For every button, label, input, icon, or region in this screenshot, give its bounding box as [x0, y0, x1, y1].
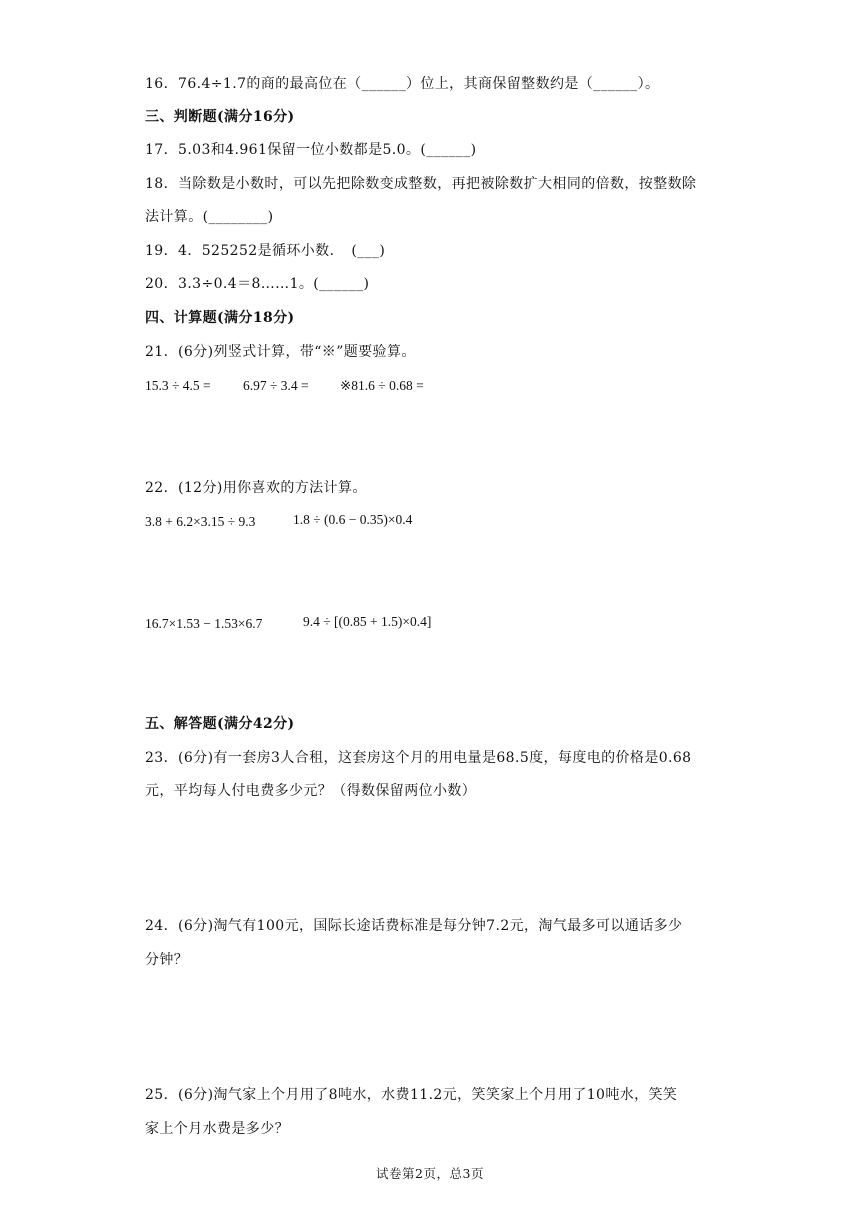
q22-expression-2: 1.8 ÷ (0.6 − 0.35)×0.4: [293, 512, 413, 527]
q21-expression-2: 6.97 ÷ 3.4 =: [243, 378, 309, 393]
question-25-line-1: 25．(6分)淘气家上个月用了8吨水，水费11.2元，笑笑家上个月用了10吨水，笑笑: [145, 1087, 678, 1103]
question-20: 20．3.3÷0.4＝8……1。(______): [145, 276, 370, 292]
question-23-line-2: 元，平均每人付电费多少元？（得数保留两位小数）: [145, 783, 477, 799]
page-footer: 试卷第2页，总3页: [376, 1166, 484, 1181]
question-21: 21．(6分)列竖式计算，带“※”题要验算。: [145, 344, 416, 360]
q22-expression-1: 3.8 + 6.2×3.15 ÷ 9.3: [145, 514, 256, 529]
question-24-line-1: 24．(6分)淘气有100元，国际长途话费标准是每分钟7.2元，淘气最多可以通话多少: [145, 918, 683, 934]
question-16: 16．76.4÷1.7的商的最高位在（______）位上，其商保留整数约是（______）。: [145, 76, 660, 92]
question-25-line-2: 家上个月水费是多少？: [145, 1121, 289, 1137]
question-22: 22．(12分)用你喜欢的方法计算。: [145, 480, 367, 496]
question-17: 17．5.03和4.961保留一位小数都是5.0。(______): [145, 142, 477, 158]
q22-expression-3: 16.7×1.53 − 1.53×6.7: [145, 616, 263, 631]
section-heading-word-problems: 五、解答题(满分42分): [145, 716, 295, 732]
question-18-line-1: 18．当除数是小数时，可以先把除数变成整数，再把被除数扩大相同的倍数，按整数除: [145, 176, 697, 192]
section-heading-calculation: 四、计算题(满分18分): [145, 310, 295, 326]
section-heading-judgement: 三、判断题(满分16分): [145, 109, 295, 125]
question-24-line-2: 分钟？: [145, 952, 189, 968]
question-19: 19．4．525252是循环小数． (___): [145, 243, 386, 259]
q21-expression-3: ※81.6 ÷ 0.68 =: [340, 378, 424, 393]
question-23-line-1: 23．(6分)有一套房3人合租，这套房这个月的用电量是68.5度，每度电的价格是0.68: [145, 750, 692, 766]
q21-expression-1: 15.3 ÷ 4.5 =: [145, 378, 211, 393]
q22-expression-4: 9.4 ÷ [(0.85 + 1.5)×0.4]: [303, 614, 432, 629]
question-18-line-2: 法计算。(________): [145, 209, 274, 225]
